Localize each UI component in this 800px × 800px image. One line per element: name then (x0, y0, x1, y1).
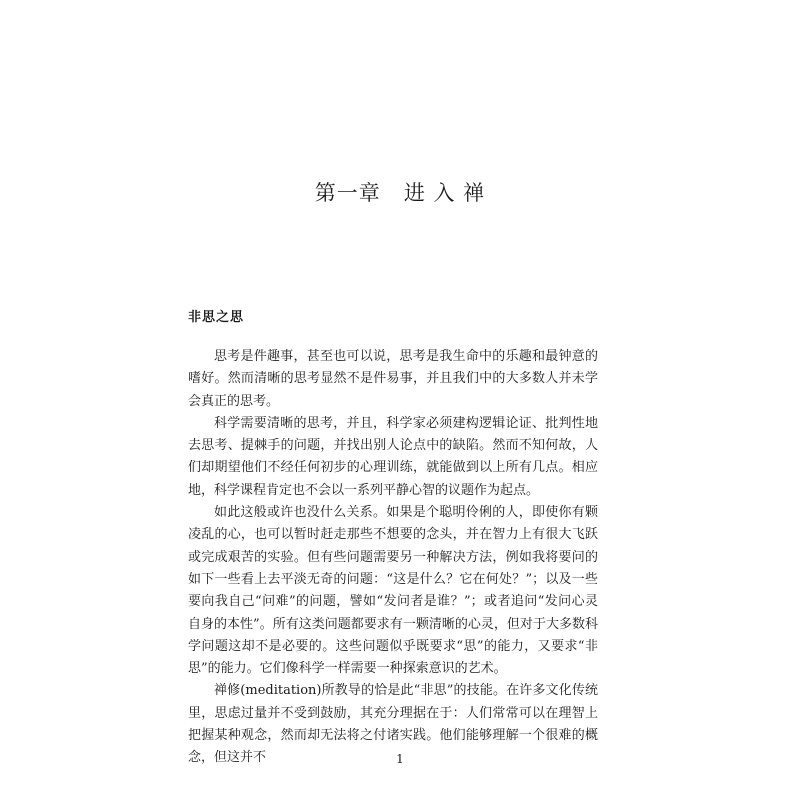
paragraph: 思考是件趣事，甚至也可以说，思考是我生命中的乐趣和最钟意的嗜好。然而清晰的思考显然不是件易事，并且我们中的大多数人并未学会真正的思考。 (188, 349, 598, 409)
paragraph: 如此这般或许也没什么关系。如果是个聪明伶俐的人，即使你有颗凌乱的心，也可以暂时赶走那些不想要的念头，并在智力上有很大飞跃或完成艰苦的实验。但有些问题需要另一种解决方法，例如我将要问的如下一些看上去平淡无奇的问题：“这是什么？它在何处？”；以及一些要向我自己“问难”的问题，譬如“发问者是谁？”；或者追问“发问心灵自身的本性”。所有这类问题都要求有一颗清晰的心灵，但对于大多数科学问题这却不是必要的。这些问题似乎既要求“思”的能力，又要求“非思”的能力。它们像科学一样需要一种探索意识的艺术。 (188, 505, 598, 677)
paragraph: 禅修(meditation)所教导的恰是此“非思”的技能。在许多文化传统里，思虑过量并不受到鼓励，其充分理据在于：人们常常可以在理智上把握某种观念，然而却无法将之付诸实践。他们能够理解一个很难的概念，但这并不 (188, 683, 598, 766)
paragraph: 科学需要清晰的思考，并且，科学家必须建构逻辑论证、批判性地去思考、提棘手的问题，并找出别人论点中的缺陷。然而不知何故，人们却期望他们不经任何初步的心理训练，就能做到以上所有几点。相应地，科学课程肯定也不会以一系列平静心智的议题作为起点。 (188, 415, 598, 498)
section-heading: 非思之思 (188, 310, 245, 325)
body-text (188, 346, 598, 770)
page-number: 1 (396, 752, 404, 766)
chapter-title: 第一章 进 入 禅 (314, 181, 486, 205)
